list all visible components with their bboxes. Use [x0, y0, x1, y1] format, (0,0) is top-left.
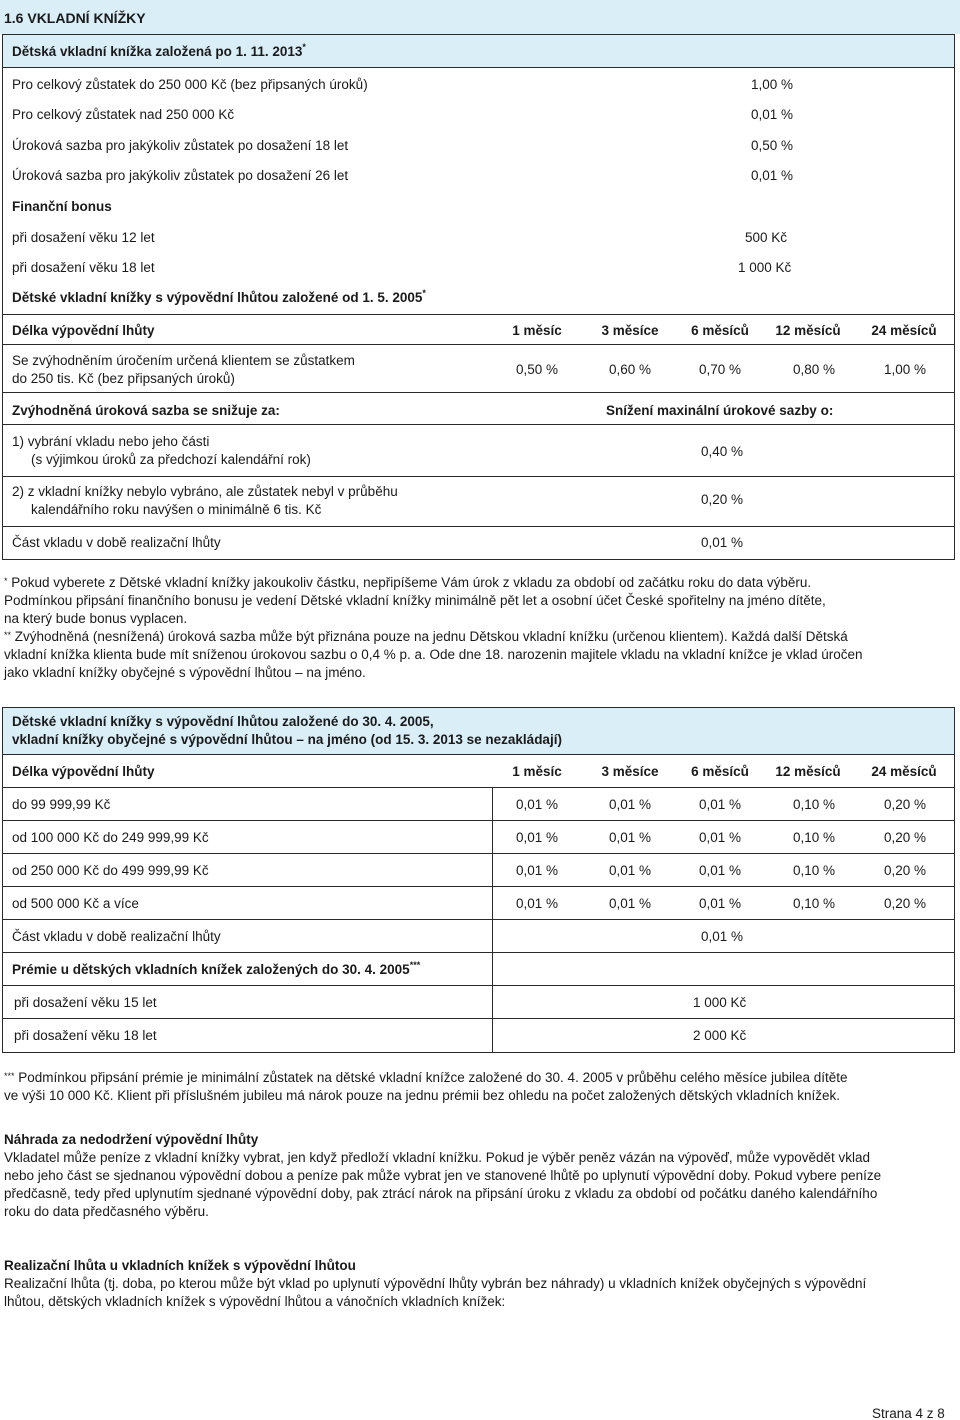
t2-cell: 0,01 % — [698, 830, 742, 845]
t2-period-label: Délka výpovědní lhůty — [12, 764, 155, 779]
divider — [3, 424, 954, 425]
period-header: 6 měsíců — [691, 323, 749, 338]
t1-row-label: Úroková sazba pro jakýkoliv zůstatek po dosažení 26 let — [12, 168, 349, 183]
t2-cell: 0,10 % — [792, 896, 836, 911]
section-title: 1.6 VKLADNÍ KNÍŽKY — [4, 10, 146, 26]
reduce-right-label: Snížení maxinální úrokové sazby o: — [606, 403, 834, 418]
reduce-label: Zvýhodněná úroková sazba se snižuje za: — [12, 403, 280, 418]
t2-row-label: do 99 999,99 Kč — [12, 797, 111, 812]
divider — [3, 344, 954, 345]
divider — [3, 919, 954, 920]
t2-realization-label: Část vkladu v době realizační lhůty — [12, 929, 221, 944]
t1-row-value: 0,01 % — [750, 168, 793, 183]
bonus-row-value: 1 000 Kč — [738, 260, 792, 275]
t2-cell: 0,01 % — [608, 830, 652, 845]
compensation-section: Náhrada za nedodržení výpovědní lhůty Vkladatel může peníze z vkladní knížky vybrat, jen když předloží vkladní knížku. Pokud je výběr peněz vázán na výpověď, může vypovědět vklad nebo jeho část se sjednanou výpovědní dobou a peníze pak může vybrat jen ve stanovené lhůtě po uplynutí výpovědní doby. Pokud vybere peníze předčasně, tedy před uplynutím sjednané výpovědní doby, pak ztrácí nárok na připsání úroku z vkladu za období od počátku daného kalendářního roku do data předčasného výběru. — [4, 1131, 954, 1221]
t2-cell: 0,10 % — [792, 830, 836, 845]
t2-realization-value: 0,01 % — [700, 929, 744, 944]
t2-cell: 0,01 % — [608, 863, 652, 878]
t1-row-value: 1,00 % — [750, 77, 793, 92]
premium-row-label: při dosažení věku 15 let — [14, 995, 157, 1010]
t2-row-label: od 100 000 Kč do 249 999,99 Kč — [12, 830, 209, 845]
reduce-item-2-value: 0,20 % — [700, 492, 744, 507]
t2-cell: 0,01 % — [515, 863, 559, 878]
divider — [3, 476, 954, 477]
divider — [3, 820, 954, 821]
period-header: 24 měsíců — [871, 323, 937, 338]
t2-cell: 0,01 % — [698, 863, 742, 878]
t2-cell: 0,20 % — [883, 863, 927, 878]
reduce-item-1-line2: (s výjimkou úroků za předchozí kalendářní rok) — [31, 452, 311, 467]
t2-cell: 0,01 % — [608, 896, 652, 911]
divider — [3, 952, 954, 953]
bonus-row-label: při dosažení věku 12 let — [12, 230, 155, 245]
compensation-title: Náhrada za nedodržení výpovědní lhůty — [4, 1132, 259, 1147]
period-header: 3 měsíce — [601, 323, 659, 338]
t1-row-label: Úroková sazba pro jakýkoliv zůstatek po dosažení 18 let — [12, 138, 349, 153]
divider — [3, 526, 954, 527]
reduce-item-1-value: 0,40 % — [700, 444, 744, 459]
divider — [3, 314, 954, 315]
rate-value: 0,70 % — [698, 362, 742, 377]
t1-row-label: Pro celkový zůstatek nad 250 000 Kč — [12, 107, 235, 122]
rate-label-line1: Se zvýhodněním úročením určená klientem se zůstatkem — [12, 353, 355, 368]
t1-row-label: Pro celkový zůstatek do 250 000 Kč (bez připsaných úroků) — [12, 77, 368, 92]
premium-row-label: při dosažení věku 18 let — [14, 1028, 157, 1043]
table2-header-line2: vkladní knížky obyčejné s výpovědní lhůtou – na jméno (od 15. 3. 2013 se nezakládají) — [12, 732, 562, 747]
bonus-row-value: 500 Kč — [745, 230, 788, 245]
rate-value: 0,60 % — [608, 362, 652, 377]
t2-row-label: od 250 000 Kč do 499 999,99 Kč — [12, 863, 209, 878]
premium-row-value: 1 000 Kč — [693, 995, 747, 1010]
table2-header-line1: Dětské vkladní knížky s výpovědní lhůtou založené do 30. 4. 2005, — [12, 714, 434, 729]
rate-label-line2: do 250 tis. Kč (bez připsaných úroků) — [12, 371, 235, 386]
page-number: Strana 4 z 8 — [872, 1406, 945, 1420]
sub-header: Dětské vkladní knížky s výpovědní lhůtou založené od 1. 5. 2005* — [12, 288, 426, 305]
divider — [3, 1018, 954, 1019]
t2-period-header: 24 měsíců — [871, 764, 937, 779]
rate-value: 0,50 % — [515, 362, 559, 377]
t2-cell: 0,01 % — [608, 797, 652, 812]
footnote-1: * Pokud vyberete z Dětské vkladní knížky jakoukoliv částku, nepřipíšeme Vám úrok z vkladu za období od začátku roku do data výběru. Podmínkou připsání finančního bonusu je vedení Dětské vkladní knížky minimálně pět let a osobní účet České spořitelny na jméno dítěte, na který bude bonus vyplacen. ** Zvýhodněná (nesnížená) úroková sazba může být přiznána pouze na jednu Dětskou vkladní knížku (určenou klientem). Každá další Dětská vkladní knížka klienta bude mít sníženou úrokovou sazbu o 0,4 % p. a. Ode dne 18. narozenin majitele vkladu na vkladní knížce je vklad úročen jako vkladní knížky obyčejné s výpovědní lhůtou – na jméno. — [4, 575, 863, 680]
t2-cell: 0,20 % — [883, 830, 927, 845]
period-label: Délka výpovědní lhůty — [12, 323, 155, 338]
realization-title: Realizační lhůta u vkladních knížek s výpovědní lhůtou — [4, 1258, 356, 1273]
divider — [3, 853, 954, 854]
grid-line — [492, 787, 493, 1053]
realization-section: Realizační lhůta u vkladních knížek s výpovědní lhůtou Realizační lhůta (tj. doba, po kterou může být vklad po uplynutí výpovědní lhůty vybrán bez náhrady) u vkladních knížek obyčejných s výpovědní lhůtou, dětských vkladních knížek s výpovědní lhůtou a vánočních vkladních knížek: — [4, 1257, 954, 1311]
t2-cell: 0,01 % — [698, 896, 742, 911]
t2-row-label: od 500 000 Kč a více — [12, 896, 139, 911]
period-header: 12 měsíců — [775, 323, 841, 338]
period-header: 1 měsíc — [512, 323, 562, 338]
t2-cell: 0,01 % — [515, 797, 559, 812]
t2-cell: 0,01 % — [515, 830, 559, 845]
reduce-item-1-line1: 1) vybrání vkladu nebo jeho části — [12, 434, 210, 449]
t1-row-value: 0,50 % — [750, 138, 793, 153]
premium-row-value: 2 000 Kč — [693, 1028, 747, 1043]
bonus-row-label: při dosažení věku 18 let — [12, 260, 155, 275]
t2-period-header: 12 měsíců — [775, 764, 841, 779]
divider — [3, 787, 954, 788]
divider — [3, 886, 954, 887]
bonus-title: Finanční bonus — [12, 199, 112, 214]
t2-cell: 0,01 % — [515, 896, 559, 911]
realization-value: 0,01 % — [700, 535, 744, 550]
t2-cell: 0,20 % — [883, 896, 927, 911]
reduce-item-2-line2: kalendářního roku navýšen o minimálně 6 tis. Kč — [31, 502, 322, 517]
premium-title: Prémie u dětských vkladních knížek založených do 30. 4. 2005*** — [12, 960, 421, 977]
divider — [3, 392, 954, 393]
t2-cell: 0,01 % — [698, 797, 742, 812]
divider — [3, 985, 954, 986]
rate-value: 1,00 % — [883, 362, 927, 377]
t2-cell: 0,10 % — [792, 797, 836, 812]
t2-period-header: 1 měsíc — [512, 764, 562, 779]
t2-period-header: 6 měsíců — [691, 764, 749, 779]
t2-cell: 0,20 % — [883, 797, 927, 812]
t2-period-header: 3 měsíce — [601, 764, 659, 779]
t2-cell: 0,10 % — [792, 863, 836, 878]
reduce-item-2-line1: 2) z vkladní knížky nebylo vybráno, ale zůstatek nebyl v průběhu — [12, 484, 398, 499]
realization-label: Část vkladu v době realizační lhůty — [12, 535, 221, 550]
t1-row-value: 0,01 % — [750, 107, 793, 122]
table1-header-text: Dětská vkladní knížka založená po 1. 11. 2013* — [12, 42, 306, 59]
rate-value: 0,80 % — [792, 362, 836, 377]
footnote-3: *** Podmínkou připsání prémie je minimální zůstatek na dětské vkladní knížce založené do 30. 4. 2005 v průběhu celého měsíce jubilea dítěte ve výši 10 000 Kč. Klient při příslušném jubileu má nárok pouze na jednu prémii bez ohledu na počet založených dětských vkladních knížek. — [4, 1070, 848, 1103]
